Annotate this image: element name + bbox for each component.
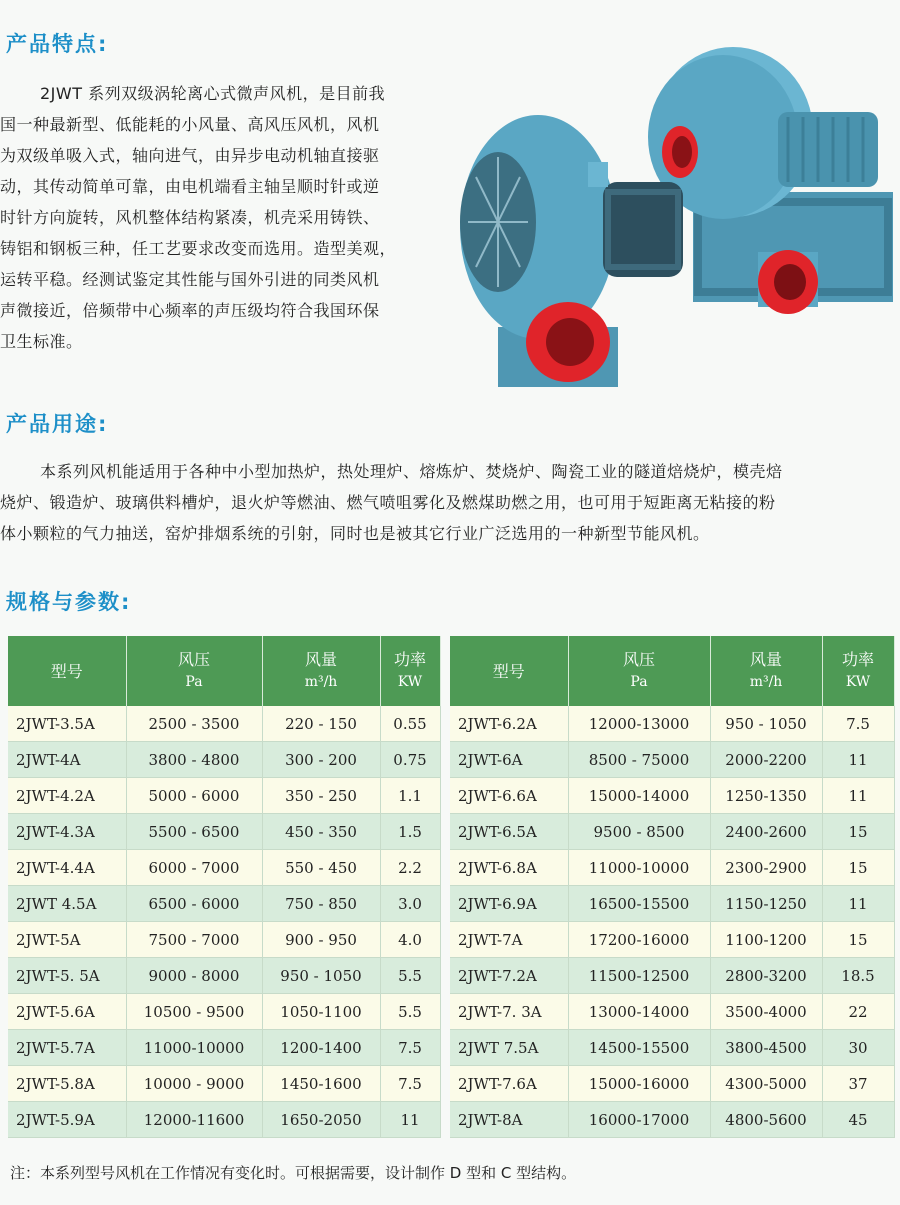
cell-flow: 1050-1100 (262, 994, 380, 1030)
table-gap (440, 1066, 450, 1102)
cell-flow: 3500-4000 (710, 994, 822, 1030)
specs-heading: 规格与参数: (6, 590, 132, 614)
cell-power: 2.2 (380, 850, 440, 886)
table-gap (440, 994, 450, 1030)
cell-model: 2JWT-5.7A (8, 1030, 126, 1066)
cell-model: 2JWT-5.8A (8, 1066, 126, 1102)
cell-power: 1.1 (380, 778, 440, 814)
cell-model: 2JWT-8A (450, 1102, 568, 1138)
cell-flow: 1150-1250 (710, 886, 822, 922)
header-model: 型号 (450, 636, 568, 706)
cell-model: 2JWT-6A (450, 742, 568, 778)
cell-pressure: 9500 - 8500 (568, 814, 710, 850)
table-gap (440, 778, 450, 814)
footnote: 注：本系列型号风机在工作情况有变化时。可根据需要，设计制作 D 型和 C 型结构。 (10, 1164, 577, 1182)
features-line: 时针方向旋转，风机整体结构紧凑，机壳采用铸铁、 (0, 208, 380, 227)
cell-flow: 220 - 150 (262, 706, 380, 742)
cell-power: 15 (822, 814, 894, 850)
table-header-row (8, 636, 894, 706)
cell-pressure: 8500 - 75000 (568, 742, 710, 778)
spec-table (8, 636, 895, 1138)
features-line: 2JWT 系列双级涡轮离心式微声风机，是目前我 (40, 84, 386, 103)
cell-power: 22 (822, 994, 894, 1030)
cell-pressure: 11000-10000 (568, 850, 710, 886)
table-row (8, 778, 894, 814)
cell-pressure: 6000 - 7000 (126, 850, 262, 886)
cell-flow: 2800-3200 (710, 958, 822, 994)
cell-model: 2JWT-4.4A (8, 850, 126, 886)
cell-power: 37 (822, 1066, 894, 1102)
cell-power: 0.75 (380, 742, 440, 778)
usage-paragraph (0, 456, 892, 549)
cell-power: 30 (822, 1030, 894, 1066)
cell-power: 7.5 (380, 1030, 440, 1066)
table-gap (440, 742, 450, 778)
table-gap (440, 636, 450, 706)
fan-large (648, 47, 893, 314)
cell-model: 2JWT-6.2A (450, 706, 568, 742)
cell-power: 7.5 (822, 706, 894, 742)
header-pressure: 风压 Pa (126, 636, 262, 706)
cell-pressure: 13000-14000 (568, 994, 710, 1030)
table-row (8, 1102, 894, 1138)
cell-flow: 350 - 250 (262, 778, 380, 814)
header-pressure: 风压 Pa (568, 636, 710, 706)
cell-model: 2JWT-6.8A (450, 850, 568, 886)
cell-pressure: 12000-11600 (126, 1102, 262, 1138)
table-gap (440, 886, 450, 922)
cell-pressure: 2500 - 3500 (126, 706, 262, 742)
cell-power: 45 (822, 1102, 894, 1138)
header-power: 功率 KW (380, 636, 440, 706)
cell-pressure: 16000-17000 (568, 1102, 710, 1138)
header-flow: 风量 m³/h (710, 636, 822, 706)
cell-power: 15 (822, 850, 894, 886)
table-row (8, 922, 894, 958)
cell-flow: 2000-2200 (710, 742, 822, 778)
header-power: 功率 KW (822, 636, 894, 706)
cell-model: 2JWT 7.5A (450, 1030, 568, 1066)
cell-model: 2JWT-4.2A (8, 778, 126, 814)
table-gap (440, 1102, 450, 1138)
cell-pressure: 9000 - 8000 (126, 958, 262, 994)
cell-flow: 4300-5000 (710, 1066, 822, 1102)
table-gap (440, 706, 450, 742)
table-gap (440, 958, 450, 994)
cell-flow: 1200-1400 (262, 1030, 380, 1066)
cell-model: 2JWT-6.9A (450, 886, 568, 922)
cell-pressure: 15000-14000 (568, 778, 710, 814)
cell-flow: 950 - 1050 (262, 958, 380, 994)
cell-pressure: 15000-16000 (568, 1066, 710, 1102)
cell-model: 2JWT-7.2A (450, 958, 568, 994)
cell-model: 2JWT-6.5A (450, 814, 568, 850)
cell-power: 0.55 (380, 706, 440, 742)
cell-power: 7.5 (380, 1066, 440, 1102)
cell-pressure: 17200-16000 (568, 922, 710, 958)
cell-pressure: 12000-13000 (568, 706, 710, 742)
header-flow: 风量 m³/h (262, 636, 380, 706)
cell-power: 11 (822, 778, 894, 814)
features-line: 动，其传动简单可靠，由电机端看主轴呈顺时针或逆 (0, 177, 380, 196)
cell-model: 2JWT 4.5A (8, 886, 126, 922)
cell-flow: 1450-1600 (262, 1066, 380, 1102)
cell-pressure: 14500-15500 (568, 1030, 710, 1066)
cell-model: 2JWT-6.6A (450, 778, 568, 814)
cell-power: 5.5 (380, 994, 440, 1030)
cell-model: 2JWT-7.6A (450, 1066, 568, 1102)
cell-pressure: 16500-15500 (568, 886, 710, 922)
features-heading: 产品特点: (6, 32, 109, 56)
cell-power: 5.5 (380, 958, 440, 994)
cell-power: 1.5 (380, 814, 440, 850)
cell-flow: 950 - 1050 (710, 706, 822, 742)
features-line: 卫生标准。 (0, 332, 83, 351)
features-line: 国一种最新型、低能耗的小风量、高风压风机，风机 (0, 115, 380, 134)
cell-pressure: 5000 - 6000 (126, 778, 262, 814)
table-row (8, 886, 894, 922)
cell-flow: 2300-2900 (710, 850, 822, 886)
cell-flow: 300 - 200 (262, 742, 380, 778)
table-gap (440, 814, 450, 850)
cell-flow: 1250-1350 (710, 778, 822, 814)
cell-model: 2JWT-7. 3A (450, 994, 568, 1030)
features-line: 声微接近，倍频带中心频率的声压级均符合我国环保 (0, 301, 380, 320)
table-row (8, 850, 894, 886)
cell-pressure: 7500 - 7000 (126, 922, 262, 958)
cell-flow: 2400-2600 (710, 814, 822, 850)
cell-power: 11 (822, 886, 894, 922)
table-row (8, 1030, 894, 1066)
features-paragraph (0, 78, 442, 357)
fan-small (460, 115, 683, 387)
table-row (8, 1066, 894, 1102)
cell-power: 11 (822, 742, 894, 778)
features-line: 为双级单吸入式，轴向进气，由异步电动机轴直接驱 (0, 146, 380, 165)
usage-line: 体小颗粒的气力抽送，窑炉排烟系统的引射，同时也是被其它行业广泛选用的一种新型节能风机。 (0, 524, 710, 543)
cell-flow: 750 - 850 (262, 886, 380, 922)
cell-power: 3.0 (380, 886, 440, 922)
table-row (8, 814, 894, 850)
cell-flow: 450 - 350 (262, 814, 380, 850)
cell-power: 11 (380, 1102, 440, 1138)
cell-pressure: 10500 - 9500 (126, 994, 262, 1030)
cell-model: 2JWT-7A (450, 922, 568, 958)
cell-pressure: 3800 - 4800 (126, 742, 262, 778)
cell-model: 2JWT-3.5A (8, 706, 126, 742)
cell-flow: 3800-4500 (710, 1030, 822, 1066)
cell-pressure: 10000 - 9000 (126, 1066, 262, 1102)
header-model: 型号 (8, 636, 126, 706)
cell-model: 2JWT-5. 5A (8, 958, 126, 994)
cell-flow: 4800-5600 (710, 1102, 822, 1138)
fan-product-image (458, 42, 898, 392)
usage-line: 本系列风机能适用于各种中小型加热炉，热处理炉、熔炼炉、焚烧炉、陶瓷工业的隧道焙烧炉，模壳焙 (40, 462, 783, 481)
cell-pressure: 11000-10000 (126, 1030, 262, 1066)
cell-power: 4.0 (380, 922, 440, 958)
table-gap (440, 1030, 450, 1066)
cell-flow: 1650-2050 (262, 1102, 380, 1138)
cell-pressure: 5500 - 6500 (126, 814, 262, 850)
cell-model: 2JWT-5.9A (8, 1102, 126, 1138)
cell-power: 15 (822, 922, 894, 958)
cell-flow: 1100-1200 (710, 922, 822, 958)
cell-model: 2JWT-5A (8, 922, 126, 958)
table-gap (440, 922, 450, 958)
cell-flow: 900 - 950 (262, 922, 380, 958)
table-gap (440, 850, 450, 886)
cell-flow: 550 - 450 (262, 850, 380, 886)
cell-model: 2JWT-5.6A (8, 994, 126, 1030)
table-row (8, 742, 894, 778)
cell-power: 18.5 (822, 958, 894, 994)
usage-line: 烧炉、锻造炉、玻璃供料槽炉，退火炉等燃油、燃气喷咀雾化及燃煤助燃之用，也可用于短距离无粘接的粉 (0, 493, 776, 512)
cell-pressure: 11500-12500 (568, 958, 710, 994)
features-line: 铸铝和钢板三种，任工艺要求改变而选用。造型美观， (0, 239, 397, 258)
table-row (8, 994, 894, 1030)
table-row (8, 706, 894, 742)
table-row (8, 958, 894, 994)
usage-heading: 产品用途: (6, 412, 109, 436)
cell-pressure: 6500 - 6000 (126, 886, 262, 922)
cell-model: 2JWT-4.3A (8, 814, 126, 850)
cell-model: 2JWT-4A (8, 742, 126, 778)
features-line: 运转平稳。经测试鉴定其性能与国外引进的同类风机 (0, 270, 380, 289)
